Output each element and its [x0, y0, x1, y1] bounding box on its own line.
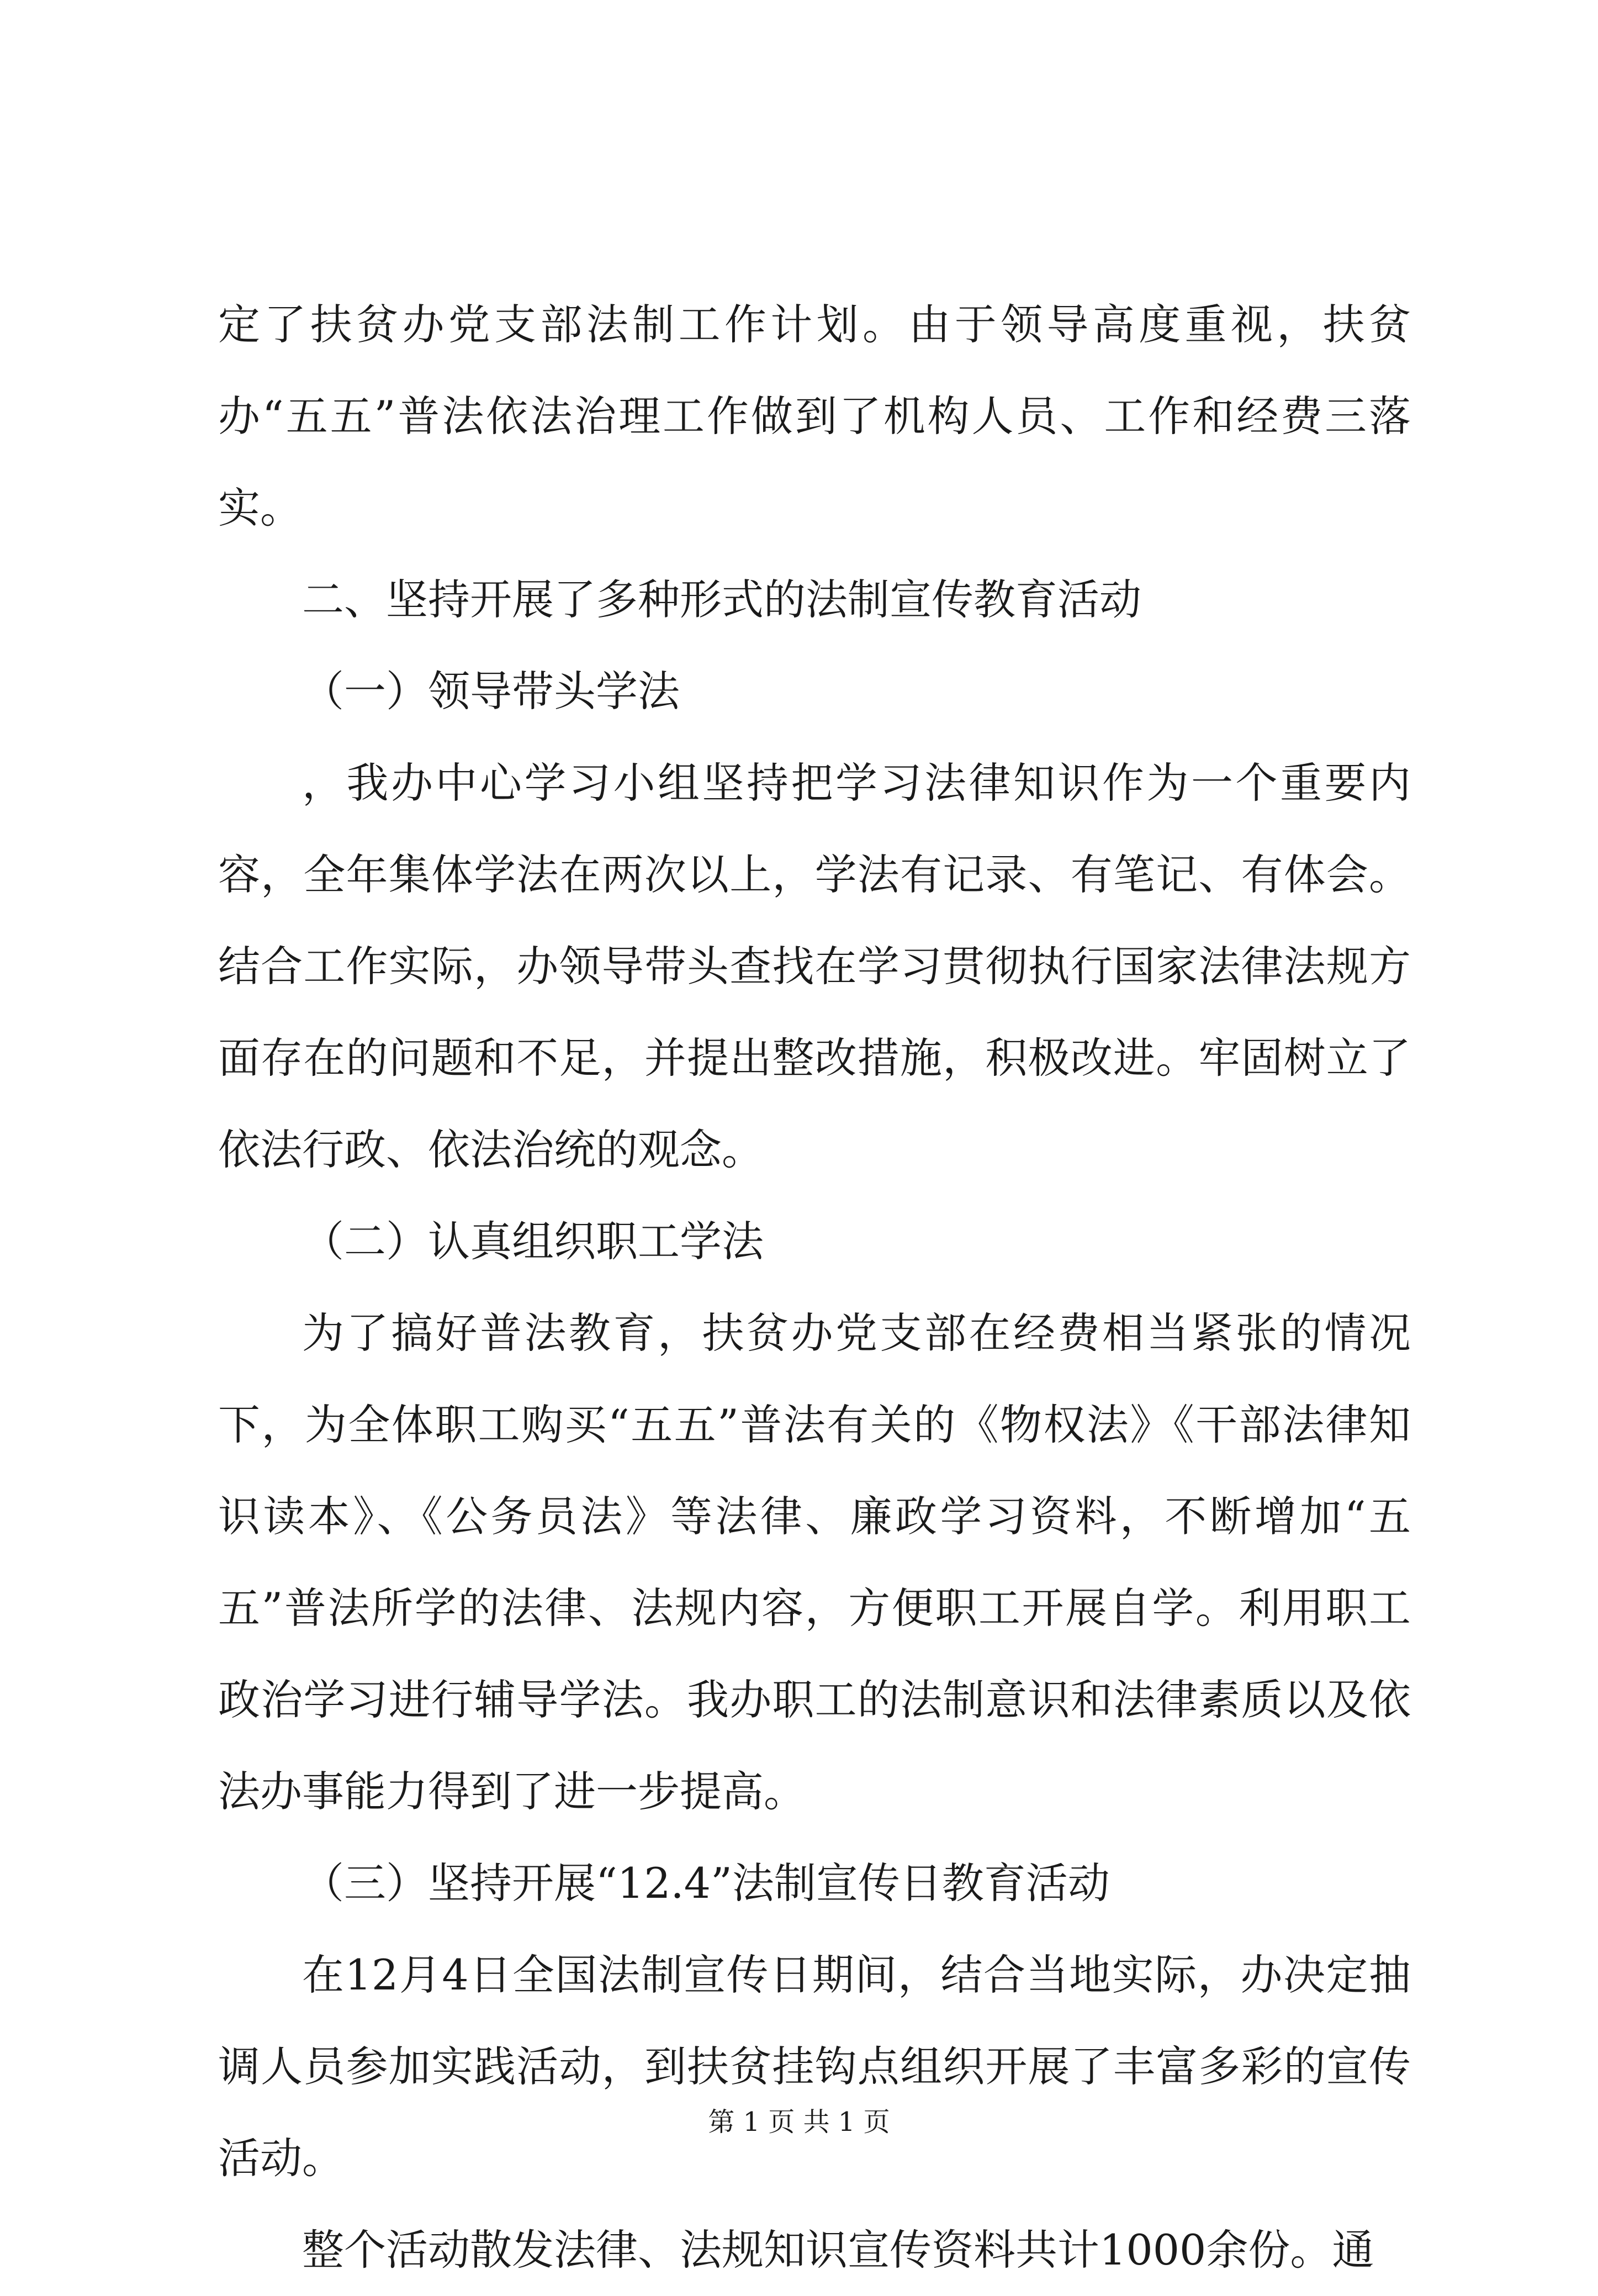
paragraph-materials: 整个活动散发法律、法规知识宣传资料共计1000余份。通 [302, 2225, 1374, 2274]
paragraph-publicity-day: 在12月4日全国法制宣传日期间，结合当地实际，办决定抽调人员参加实践活动，到扶贫挂钩点组织开展了丰富多彩的宣传活动。 [218, 1950, 1411, 2183]
paragraph-continuation: 定了扶贫办党支部法制工作计划。由于领导高度重视，扶贫办“五五”普法依法治理工作做到了机构人员、工作和经费三落实。 [218, 300, 1411, 532]
subsection-heading-1: （一）领导带头学法 [302, 667, 680, 716]
section-heading-2: 二、坚持开展了多种形式的法制宣传教育活动 [302, 575, 1141, 624]
subsection-heading-2: （二）认真组织职工学法 [302, 1217, 764, 1266]
paragraph-leadership-study: ，我办中心学习小组坚持把学习法律知识作为一个重要内容，全年集体学法在两次以上，学法有记录、有笔记、有体会。结合工作实际，办领导带头查找在学习贯彻执行国家法律法规方面存在的问题和不足，并提出整改措施，积极改进。牢固树立了依法行政、依法治统的观念。 [218, 758, 1411, 1174]
page-footer: 第 1 页 共 1 页 [708, 2107, 890, 2137]
paragraph-staff-study: 为了搞好普法教育，扶贫办党支部在经费相当紧张的情况下，为全体职工购买“五五”普法有关的《物权法》《干部法律知识读本》、《公务员法》等法律、廉政学习资料，不断增加“五五”普法所学的法律、法规内容，方便职工开展自学。利用职工政治学习进行辅导学法。我办职工的法制意识和法律素质以及依法办事能力得到了进一步提高。 [218, 1308, 1411, 1816]
document-body [218, 279, 1411, 2296]
subsection-heading-3: （三）坚持开展“12.4”法制宣传日教育活动 [302, 1859, 1110, 1908]
